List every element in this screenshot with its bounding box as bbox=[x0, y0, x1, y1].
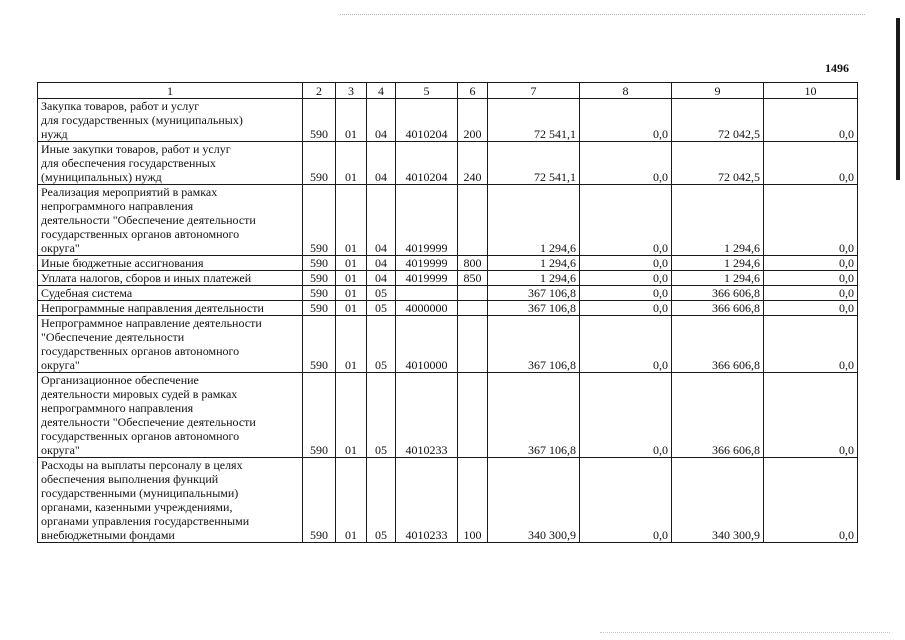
table-cell-col-2: 590 bbox=[303, 271, 336, 286]
table-cell-col-4: 04 bbox=[367, 256, 396, 271]
table-cell-col-8: 0,0 bbox=[580, 99, 672, 142]
table-cell-col-9: 1 294,6 bbox=[672, 256, 764, 271]
table-cell-col-7: 72 541,1 bbox=[488, 142, 580, 185]
table-cell-col-6: 100 bbox=[458, 458, 488, 543]
row-name-cell: Непрограммное направление деятельности "Обеспечение деятельности государственных органов автономного округа" bbox=[38, 316, 303, 373]
table-cell-col-4: 05 bbox=[367, 301, 396, 316]
table-cell-col-6: 240 bbox=[458, 142, 488, 185]
table-cell-col-4: 04 bbox=[367, 185, 396, 256]
table-cell-col-7: 1 294,6 bbox=[488, 271, 580, 286]
table-cell-col-10: 0,0 bbox=[764, 316, 858, 373]
table-cell-col-10: 0,0 bbox=[764, 286, 858, 301]
table-row bbox=[38, 316, 858, 373]
table-cell-col-8: 0,0 bbox=[580, 286, 672, 301]
column-header: 5 bbox=[396, 83, 458, 99]
table-cell-col-9: 366 606,8 bbox=[672, 373, 764, 458]
column-header: 4 bbox=[367, 83, 396, 99]
table-cell-col-6 bbox=[458, 316, 488, 373]
table-cell-col-7: 72 541,1 bbox=[488, 99, 580, 142]
table-cell-col-3: 01 bbox=[336, 185, 367, 256]
table-cell-col-3: 01 bbox=[336, 271, 367, 286]
row-name-cell: Непрограммные направления деятельности bbox=[38, 301, 303, 316]
table-cell-col-5 bbox=[396, 286, 458, 301]
table-cell-col-9: 366 606,8 bbox=[672, 301, 764, 316]
budget-table bbox=[37, 82, 858, 543]
scan-artifact-bottom bbox=[600, 632, 890, 633]
table-cell-col-2: 590 bbox=[303, 99, 336, 142]
column-header: 9 bbox=[672, 83, 764, 99]
table-cell-col-9: 366 606,8 bbox=[672, 286, 764, 301]
table-cell-col-7: 367 106,8 bbox=[488, 301, 580, 316]
table-cell-col-6 bbox=[458, 301, 488, 316]
table-row bbox=[38, 286, 858, 301]
table-cell-col-3: 01 bbox=[336, 316, 367, 373]
table-cell-col-10: 0,0 bbox=[764, 185, 858, 256]
column-header: 8 bbox=[580, 83, 672, 99]
table-cell-col-5: 4010233 bbox=[396, 458, 458, 543]
table-cell-col-5: 4000000 bbox=[396, 301, 458, 316]
column-header: 7 bbox=[488, 83, 580, 99]
table-cell-col-10: 0,0 bbox=[764, 256, 858, 271]
table-cell-col-6 bbox=[458, 185, 488, 256]
table-cell-col-6 bbox=[458, 373, 488, 458]
column-header: 6 bbox=[458, 83, 488, 99]
table-row bbox=[38, 99, 858, 142]
table-cell-col-6: 850 bbox=[458, 271, 488, 286]
table-cell-col-3: 01 bbox=[336, 301, 367, 316]
table-cell-col-7: 1 294,6 bbox=[488, 256, 580, 271]
table-cell-col-9: 72 042,5 bbox=[672, 142, 764, 185]
table-cell-col-8: 0,0 bbox=[580, 256, 672, 271]
table-cell-col-2: 590 bbox=[303, 185, 336, 256]
row-name-cell: Судебная система bbox=[38, 286, 303, 301]
table-cell-col-2: 590 bbox=[303, 373, 336, 458]
table-cell-col-7: 340 300,9 bbox=[488, 458, 580, 543]
table-row bbox=[38, 142, 858, 185]
table-cell-col-4: 05 bbox=[367, 373, 396, 458]
table-cell-col-8: 0,0 bbox=[580, 316, 672, 373]
row-name-cell: Иные бюджетные ассигнования bbox=[38, 256, 303, 271]
table-cell-col-6: 200 bbox=[458, 99, 488, 142]
table-cell-col-5: 4010204 bbox=[396, 99, 458, 142]
table-cell-col-3: 01 bbox=[336, 256, 367, 271]
table-cell-col-2: 590 bbox=[303, 286, 336, 301]
scan-artifact-edge bbox=[896, 18, 900, 180]
table-cell-col-2: 590 bbox=[303, 316, 336, 373]
table-cell-col-5: 4010204 bbox=[396, 142, 458, 185]
table-cell-col-9: 340 300,9 bbox=[672, 458, 764, 543]
page-number: 1496 bbox=[825, 61, 849, 75]
table-cell-col-9: 72 042,5 bbox=[672, 99, 764, 142]
table-cell-col-10: 0,0 bbox=[764, 99, 858, 142]
table-cell-col-3: 01 bbox=[336, 99, 367, 142]
table-cell-col-4: 05 bbox=[367, 458, 396, 543]
table-cell-col-7: 1 294,6 bbox=[488, 185, 580, 256]
table-cell-col-5: 4019999 bbox=[396, 185, 458, 256]
table-cell-col-7: 367 106,8 bbox=[488, 316, 580, 373]
table-cell-col-5: 4019999 bbox=[396, 256, 458, 271]
table-cell-col-5: 4010233 bbox=[396, 373, 458, 458]
table-cell-col-6: 800 bbox=[458, 256, 488, 271]
row-name-cell: Закупка товаров, работ и услуг для государственных (муниципальных) нужд bbox=[38, 99, 303, 142]
table-cell-col-8: 0,0 bbox=[580, 142, 672, 185]
table-cell-col-6 bbox=[458, 286, 488, 301]
column-header: 10 bbox=[764, 83, 858, 99]
table-cell-col-9: 366 606,8 bbox=[672, 316, 764, 373]
table-cell-col-10: 0,0 bbox=[764, 458, 858, 543]
row-name-cell: Организационное обеспечение деятельности мировых судей в рамках непрограммного направления деятельности "Обеспечение деятельности государственных органов автономного округа" bbox=[38, 373, 303, 458]
table-cell-col-10: 0,0 bbox=[764, 142, 858, 185]
row-name-cell: Уплата налогов, сборов и иных платежей bbox=[38, 271, 303, 286]
table-cell-col-8: 0,0 bbox=[580, 458, 672, 543]
table-cell-col-4: 04 bbox=[367, 271, 396, 286]
table-cell-col-10: 0,0 bbox=[764, 271, 858, 286]
table-cell-col-8: 0,0 bbox=[580, 185, 672, 256]
table-cell-col-3: 01 bbox=[336, 286, 367, 301]
table-cell-col-9: 1 294,6 bbox=[672, 185, 764, 256]
column-header: 2 bbox=[303, 83, 336, 99]
scan-artifact-top bbox=[340, 14, 865, 15]
table-cell-col-4: 05 bbox=[367, 316, 396, 373]
table-cell-col-4: 04 bbox=[367, 142, 396, 185]
table-cell-col-4: 05 bbox=[367, 286, 396, 301]
row-name-cell: Иные закупки товаров, работ и услуг для обеспечения государственных (муниципальных) нужд bbox=[38, 142, 303, 185]
table-cell-col-9: 1 294,6 bbox=[672, 271, 764, 286]
table-cell-col-10: 0,0 bbox=[764, 373, 858, 458]
table-cell-col-8: 0,0 bbox=[580, 301, 672, 316]
table-cell-col-2: 590 bbox=[303, 142, 336, 185]
table-cell-col-2: 590 bbox=[303, 458, 336, 543]
table-row bbox=[38, 256, 858, 271]
column-header: 1 bbox=[38, 83, 303, 99]
table-cell-col-3: 01 bbox=[336, 458, 367, 543]
table-cell-col-2: 590 bbox=[303, 256, 336, 271]
row-name-cell: Расходы на выплаты персоналу в целях обеспечения выполнения функций государственными (муниципальными) органами, казенными учреждениями, органами управления государственными внебюджетными фондами bbox=[38, 458, 303, 543]
table-header-row bbox=[38, 83, 858, 99]
table-row bbox=[38, 458, 858, 543]
table-cell-col-7: 367 106,8 bbox=[488, 286, 580, 301]
table-row bbox=[38, 373, 858, 458]
column-header: 3 bbox=[336, 83, 367, 99]
table-row bbox=[38, 271, 858, 286]
table-cell-col-4: 04 bbox=[367, 99, 396, 142]
table-cell-col-3: 01 bbox=[336, 142, 367, 185]
table-cell-col-8: 0,0 bbox=[580, 373, 672, 458]
table-cell-col-5: 4019999 bbox=[396, 271, 458, 286]
table-cell-col-10: 0,0 bbox=[764, 301, 858, 316]
table-cell-col-7: 367 106,8 bbox=[488, 373, 580, 458]
table-cell-col-5: 4010000 bbox=[396, 316, 458, 373]
table-row bbox=[38, 301, 858, 316]
table-cell-col-2: 590 bbox=[303, 301, 336, 316]
table-cell-col-3: 01 bbox=[336, 373, 367, 458]
table-cell-col-8: 0,0 bbox=[580, 271, 672, 286]
table-row bbox=[38, 185, 858, 256]
row-name-cell: Реализация мероприятий в рамках непрограммного направления деятельности "Обеспечение деятельности государственных органов автономного округа" bbox=[38, 185, 303, 256]
